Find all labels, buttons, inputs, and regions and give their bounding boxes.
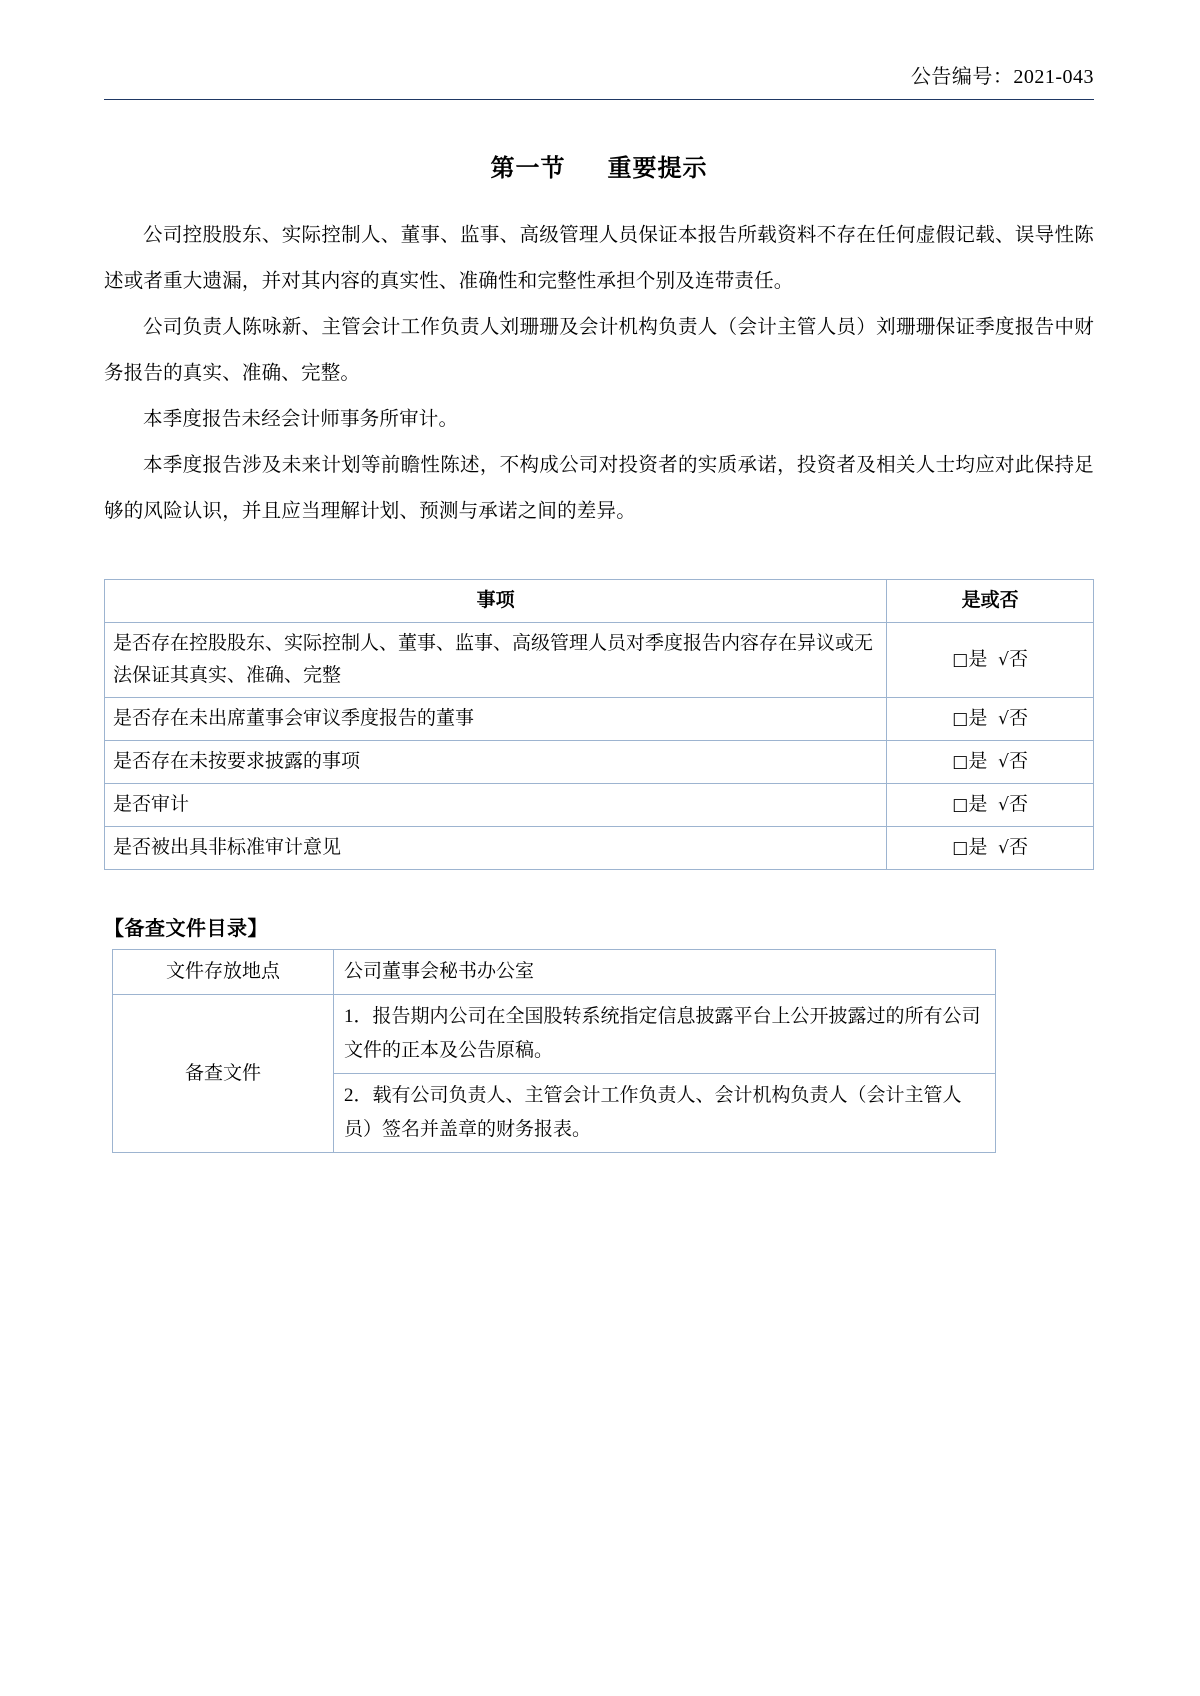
- checkbox-no[interactable]: [998, 832, 1028, 864]
- page-content: [104, 60, 1094, 1153]
- checkbox-yes[interactable]: [952, 746, 987, 778]
- table-row: [113, 995, 996, 1074]
- items-table: [104, 579, 1094, 870]
- column-header-answer: 是或否: [887, 580, 1094, 623]
- no-label: 否: [1008, 794, 1028, 815]
- checkbox-yes[interactable]: [952, 789, 987, 821]
- answer-checkboxes: [887, 623, 1094, 698]
- paragraph-2: 公司负责人陈咏新、主管会计工作负责人刘珊珊及会计机构负责人（会计主管人员）刘珊珊保证季度报告中财务报告的真实、准确、完整。: [104, 317, 1094, 384]
- announcement-number-value: 2021-043: [1013, 66, 1094, 88]
- checkbox-yes[interactable]: [952, 644, 987, 676]
- announcement-header: [104, 60, 1094, 100]
- paragraph-1: 公司控股股东、实际控制人、董事、监事、高级管理人员保证本报告所载资料不存在任何虚假记载、误导性陈述或者重大遗漏，并对其内容的真实性、准确性和完整性承担个别及连带责任。: [104, 225, 1094, 292]
- table-row: [105, 698, 1094, 741]
- checked-checkbox-icon: √: [998, 838, 1009, 858]
- no-label: 否: [1008, 649, 1028, 670]
- checkbox-yes[interactable]: [952, 703, 987, 735]
- no-label: 否: [1008, 751, 1028, 772]
- location-value: 公司董事会秘书办公室: [334, 950, 996, 995]
- table-row: [105, 827, 1094, 870]
- answer-checkboxes: [887, 784, 1094, 827]
- checkbox-no[interactable]: [998, 644, 1028, 676]
- checked-checkbox-icon: √: [998, 795, 1009, 815]
- no-label: 否: [1008, 708, 1028, 729]
- announcement-number-label: 公告编号：: [910, 66, 1014, 88]
- empty-checkbox-icon: □: [952, 795, 969, 815]
- section-name: 重要提示: [607, 156, 708, 182]
- paragraph-3: 本季度报告未经会计师事务所审计。: [143, 409, 459, 430]
- checked-checkbox-icon: √: [998, 752, 1009, 772]
- yes-label: 是: [968, 649, 988, 670]
- answer-checkboxes: [887, 698, 1094, 741]
- doc-item-1: 1．报告期内公司在全国股转系统指定信息披露平台上公开披露过的所有公司文件的正本及公告原稿。: [334, 995, 996, 1074]
- reference-docs-table: [112, 949, 996, 1153]
- doc-item-2: 2．载有公司负责人、主管会计工作负责人、会计机构负责人（会计主管人员）签名并盖章的财务报表。: [334, 1074, 996, 1153]
- location-label: 文件存放地点: [113, 950, 334, 995]
- empty-checkbox-icon: □: [952, 752, 969, 772]
- table-row: [105, 741, 1094, 784]
- table-row: [105, 784, 1094, 827]
- item-text: 是否存在未出席董事会审议季度报告的董事: [105, 698, 887, 741]
- checkbox-no[interactable]: [998, 789, 1028, 821]
- yes-label: 是: [968, 751, 988, 772]
- item-text: 是否被出具非标准审计意见: [105, 827, 887, 870]
- empty-checkbox-icon: □: [952, 838, 969, 858]
- table-row: [113, 950, 996, 995]
- column-header-item: 事项: [105, 580, 887, 623]
- yes-label: 是: [968, 708, 988, 729]
- yes-label: 是: [968, 837, 988, 858]
- answer-checkboxes: [887, 741, 1094, 784]
- checked-checkbox-icon: √: [998, 709, 1009, 729]
- checked-checkbox-icon: √: [998, 650, 1009, 670]
- paragraph-4: 本季度报告涉及未来计划等前瞻性陈述，不构成公司对投资者的实质承诺，投资者及相关人士均应对此保持足够的风险认识，并且应当理解计划、预测与承诺之间的差异。: [104, 455, 1094, 522]
- item-text: 是否审计: [105, 784, 887, 827]
- answer-checkboxes: [887, 827, 1094, 870]
- checkbox-no[interactable]: [998, 746, 1028, 778]
- checkbox-no[interactable]: [998, 703, 1028, 735]
- reference-docs-heading: 【备查文件目录】: [104, 918, 268, 940]
- empty-checkbox-icon: □: [952, 650, 969, 670]
- yes-label: 是: [968, 794, 988, 815]
- table-row: [105, 623, 1094, 698]
- empty-checkbox-icon: □: [952, 709, 969, 729]
- checkbox-yes[interactable]: [952, 832, 987, 864]
- table-header-row: [105, 580, 1094, 623]
- item-text: 是否存在未按要求披露的事项: [105, 741, 887, 784]
- no-label: 否: [1008, 837, 1028, 858]
- item-text: 是否存在控股股东、实际控制人、董事、监事、高级管理人员对季度报告内容存在异议或无法保证其真实、准确、完整: [105, 623, 887, 698]
- section-number: 第一节: [490, 156, 566, 182]
- docs-label: 备查文件: [113, 995, 334, 1153]
- page-title: [104, 148, 1094, 183]
